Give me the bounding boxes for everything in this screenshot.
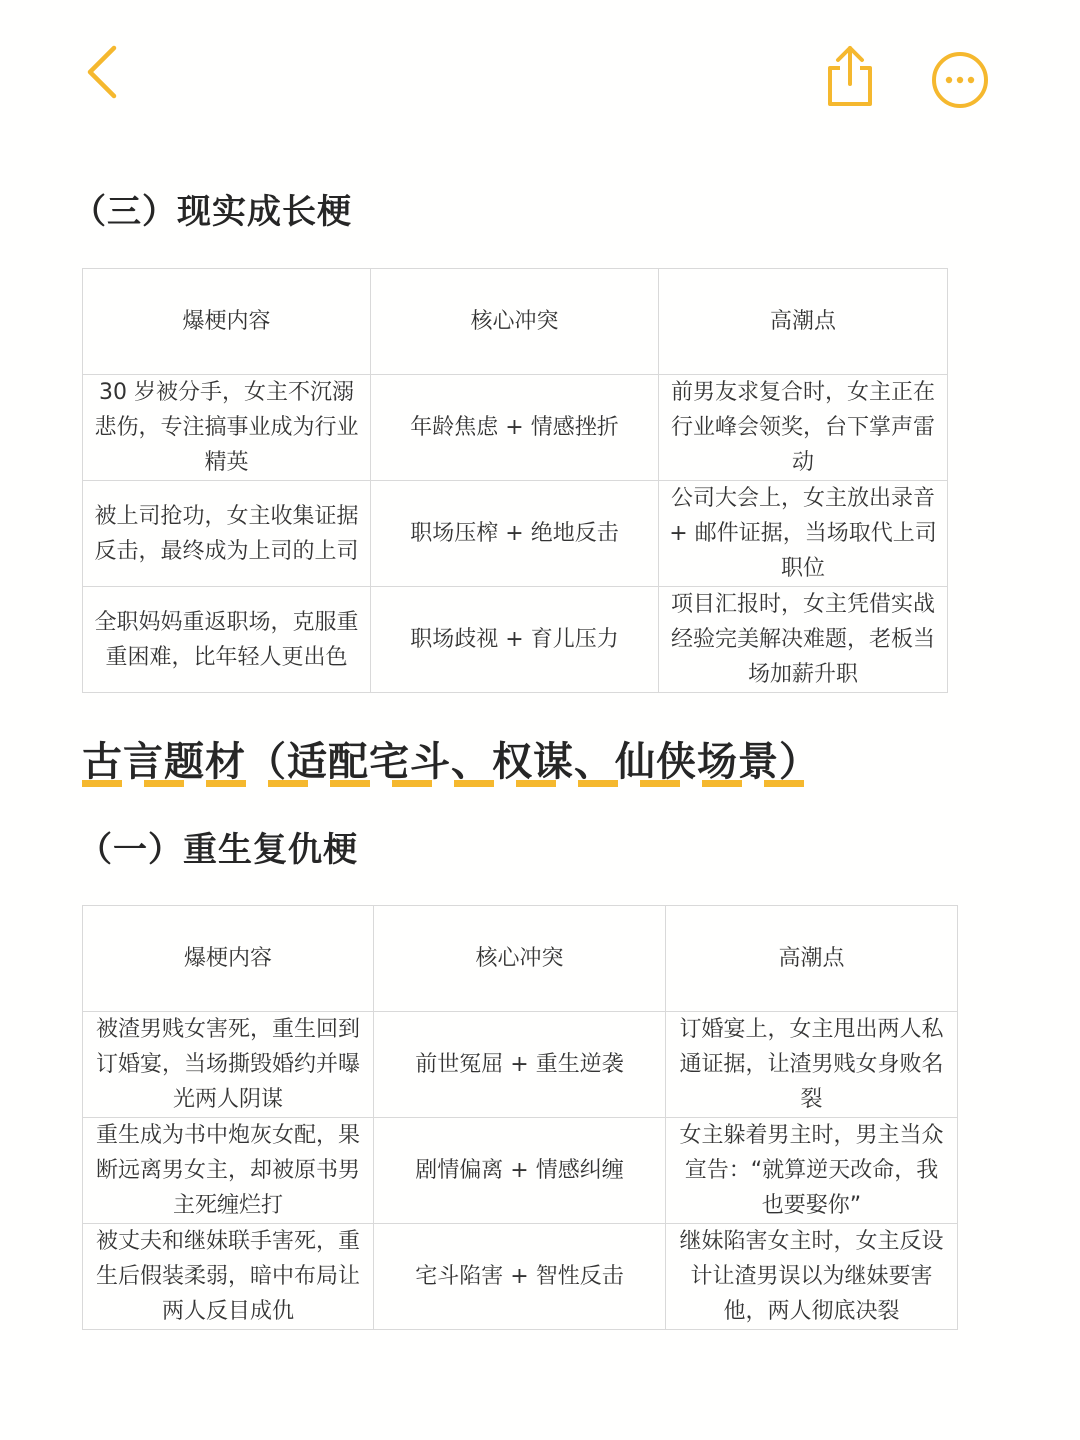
- table-header-cell: 核心冲突: [371, 269, 659, 375]
- table-row: [83, 375, 948, 481]
- table-header-cell: 高潮点: [666, 906, 958, 1012]
- back-button[interactable]: [78, 40, 128, 104]
- table-header-cell: 高潮点: [659, 269, 948, 375]
- category-heading: [82, 730, 820, 787]
- table-header-cell: 爆梗内容: [83, 269, 371, 375]
- section-heading-rebirth-revenge: （一）重生复仇梗: [78, 830, 358, 870]
- chevron-left-icon: [78, 40, 128, 104]
- category-heading-text: 古言题材（适配宅斗、权谋、仙侠场景）: [82, 739, 820, 791]
- share-icon: [818, 40, 882, 112]
- table-cell: 全职妈妈重返职场，克服重重困难，比年轻人更出色: [83, 587, 371, 693]
- more-options-button[interactable]: [928, 48, 992, 112]
- table-cell: 年龄焦虑 + 情感挫折: [371, 375, 659, 481]
- share-button[interactable]: [818, 40, 882, 112]
- table-cell: 公司大会上，女主放出录音 + 邮件证据，当场取代上司职位: [659, 481, 948, 587]
- table-cell: 30 岁被分手，女主不沉溺悲伤，专注搞事业成为行业精英: [83, 375, 371, 481]
- table-row: [83, 1118, 958, 1224]
- table-row: [83, 481, 948, 587]
- table-header-cell: 核心冲突: [374, 906, 666, 1012]
- table-cell: 订婚宴上，女主甩出两人私通证据，让渣男贱女身败名裂: [666, 1012, 958, 1118]
- table-row: [83, 1012, 958, 1118]
- table-cell: 被丈夫和继妹联手害死，重生后假装柔弱，暗中布局让两人反目成仇: [83, 1224, 374, 1330]
- top-toolbar: [0, 0, 1080, 150]
- table-cell: 被渣男贱女害死，重生回到订婚宴，当场撕毁婚约并曝光两人阴谋: [83, 1012, 374, 1118]
- more-icon: [928, 48, 992, 112]
- table-cell: 前世冤屈 + 重生逆袭: [374, 1012, 666, 1118]
- rebirth-revenge-table: [82, 905, 958, 1330]
- table-row: [83, 1224, 958, 1330]
- table-cell: 项目汇报时，女主凭借实战经验完美解决难题，老板当场加薪升职: [659, 587, 948, 693]
- table-cell: 前男友求复合时，女主正在行业峰会领奖，台下掌声雷动: [659, 375, 948, 481]
- table-row: [83, 587, 948, 693]
- table-cell: 剧情偏离 + 情感纠缠: [374, 1118, 666, 1224]
- reality-growth-table: [82, 268, 948, 693]
- section-heading-reality-growth: （三）现实成长梗: [72, 192, 352, 232]
- table-cell: 宅斗陷害 + 智性反击: [374, 1224, 666, 1330]
- table-cell: 继妹陷害女主时，女主反设计让渣男误以为继妹要害他，两人彻底决裂: [666, 1224, 958, 1330]
- table-cell: 职场歧视 + 育儿压力: [371, 587, 659, 693]
- table-header-row: [83, 269, 948, 375]
- table-header-cell: 爆梗内容: [83, 906, 374, 1012]
- table-header-row: [83, 906, 958, 1012]
- table-cell: 女主躲着男主时，男主当众宣告：“就算逆天改命，我也要娶你”: [666, 1118, 958, 1224]
- table-cell: 被上司抢功，女主收集证据反击，最终成为上司的上司: [83, 481, 371, 587]
- table-cell: 重生成为书中炮灰女配，果断远离男女主，却被原书男主死缠烂打: [83, 1118, 374, 1224]
- table-cell: 职场压榨 + 绝地反击: [371, 481, 659, 587]
